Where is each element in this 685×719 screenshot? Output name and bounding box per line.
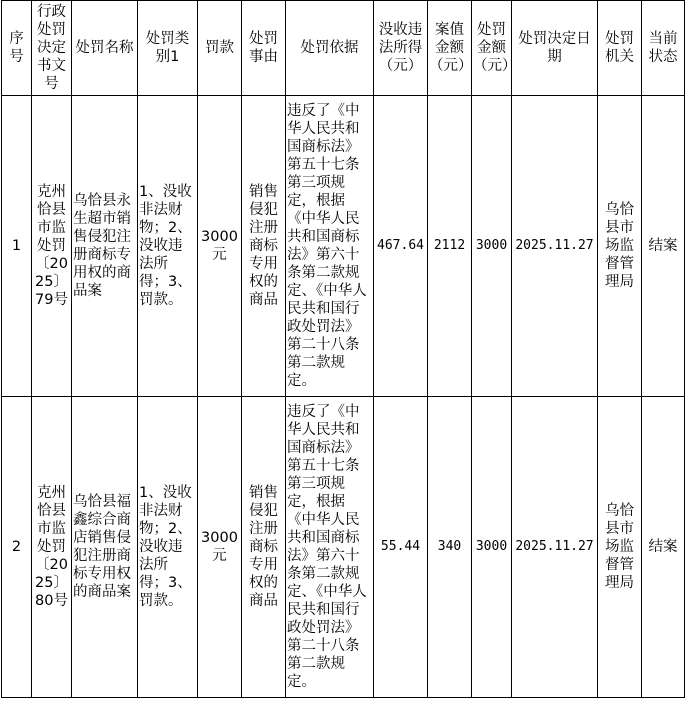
- cell-confiscated: 55.44: [374, 397, 428, 698]
- cell-category: 1、没收非法财物；2、没收违法所得；3、罚款。: [138, 96, 198, 397]
- cell-doc-no: 克州恰县市监处罚〔2025〕79号: [32, 96, 72, 397]
- table-row: [2, 96, 685, 397]
- table-row: [2, 397, 685, 698]
- header-confiscated: 没收违法所得（元）: [374, 1, 428, 96]
- cell-seq: 1: [2, 96, 32, 397]
- cell-case-value: 2112: [428, 96, 472, 397]
- cell-fine: 3000元: [198, 96, 242, 397]
- cell-penalty-amount: 3000: [472, 397, 512, 698]
- header-penalty-amount: 处罚金额（元）: [472, 1, 512, 96]
- cell-doc-no: 克州恰县市监处罚〔2025〕80号: [32, 397, 72, 698]
- cell-date: 2025.11.27: [512, 397, 598, 698]
- cell-confiscated: 467.64: [374, 96, 428, 397]
- cell-name: 乌恰县福鑫综合商店销售侵犯注册商标专用权的商品案: [72, 397, 138, 698]
- header-doc-no: 行政处罚决定书文号: [32, 1, 72, 96]
- header-row: [2, 1, 685, 96]
- header-reason: 处罚事由: [242, 1, 286, 96]
- cell-reason: 销售侵犯注册商标专用权的商品: [242, 96, 286, 397]
- header-status: 当前状态: [642, 1, 685, 96]
- cell-basis: 违反了《中华人民共和国商标法》第五十七条第三项规定，根据《中华人民共和国商标法》第六十条第二款规定、《中华人民共和国行政处罚法》第二十八条第二款规定。: [286, 96, 374, 397]
- cell-date: 2025.11.27: [512, 96, 598, 397]
- header-category: 处罚类别1: [138, 1, 198, 96]
- header-seq: 序号: [2, 1, 32, 96]
- header-authority: 处罚机关: [598, 1, 642, 96]
- cell-name: 乌恰县永生超市销售侵犯注册商标专用权的商品案: [72, 96, 138, 397]
- header-case-value: 案值金额（元）: [428, 1, 472, 96]
- cell-authority: 乌恰县市场监督管理局: [598, 96, 642, 397]
- cell-authority: 乌恰县市场监督管理局: [598, 397, 642, 698]
- header-fine: 罚款: [198, 1, 242, 96]
- cell-status: 结案: [642, 397, 685, 698]
- cell-penalty-amount: 3000: [472, 96, 512, 397]
- cell-reason: 销售侵犯注册商标专用权的商品: [242, 397, 286, 698]
- penalty-table: [1, 0, 685, 698]
- cell-category: 1、没收非法财物；2、没收违法所得；3、罚款。: [138, 397, 198, 698]
- header-date: 处罚决定日期: [512, 1, 598, 96]
- cell-seq: 2: [2, 397, 32, 698]
- header-basis: 处罚依据: [286, 1, 374, 96]
- cell-case-value: 340: [428, 397, 472, 698]
- cell-fine: 3000元: [198, 397, 242, 698]
- header-name: 处罚名称: [72, 1, 138, 96]
- cell-basis: 违反了《中华人民共和国商标法》第五十七条第三项规定，根据《中华人民共和国商标法》第六十条第二款规定、《中华人民共和国行政处罚法》第二十八条第二款规定。: [286, 397, 374, 698]
- cell-status: 结案: [642, 96, 685, 397]
